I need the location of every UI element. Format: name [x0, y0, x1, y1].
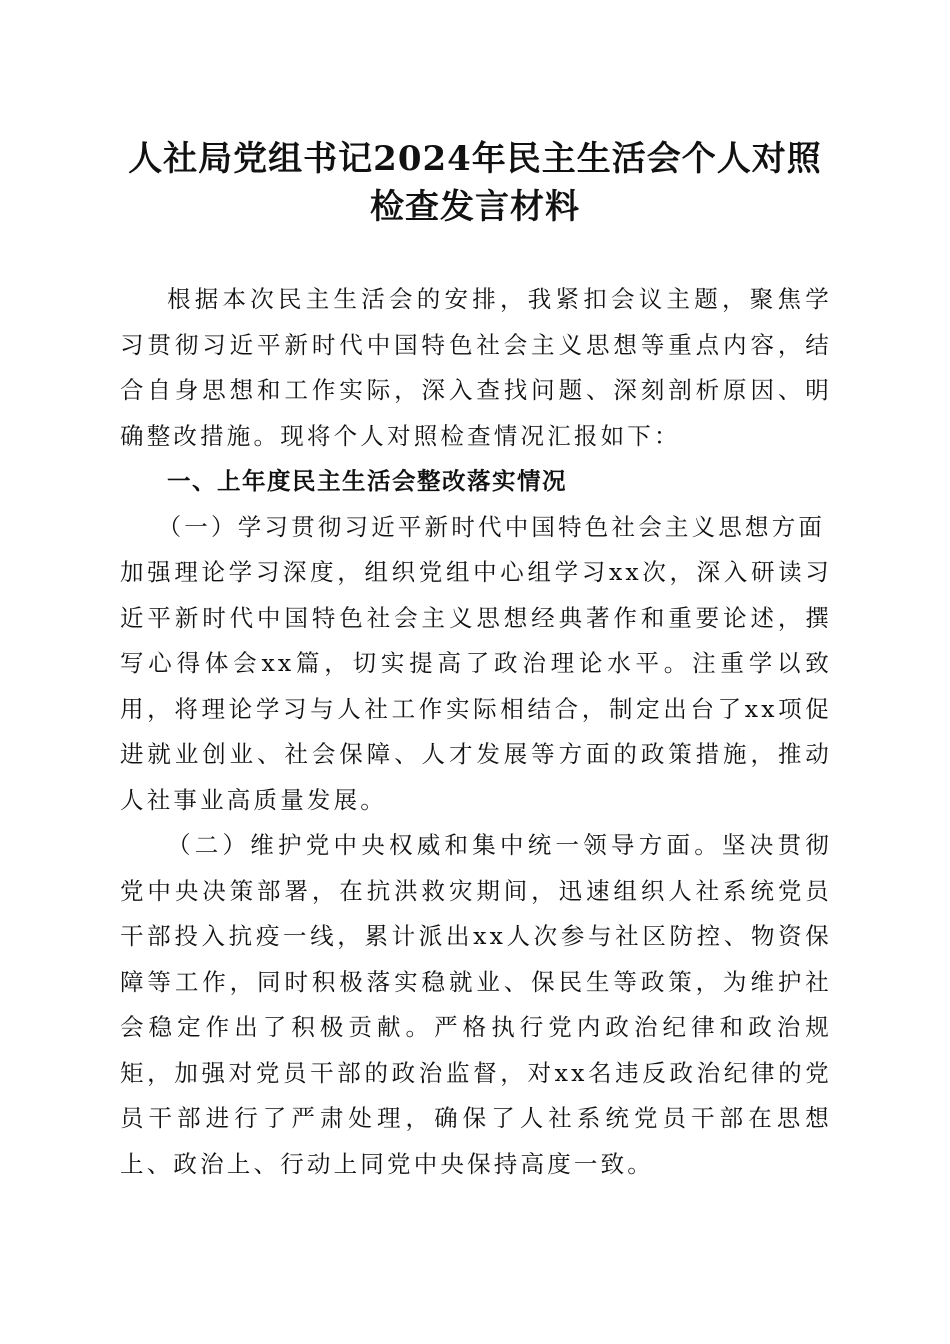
document-title-line-1: 人社局党组书记2024年民主生活会个人对照	[128, 139, 822, 179]
subsection-1-heading: （一）学习贯彻习近平新时代中国特色社会主义思想方面	[157, 512, 826, 541]
intro-paragraph: 根据本次民主生活会的安排，我紧扣会议主题，聚焦学习贯彻习近平新时代中国特色社会主义思想等重点内容，结合自身思想和工作实际，深入查找问题、深刻剖析原因、明确整改措施。现将个人对照检查情况汇报如下：	[120, 285, 832, 450]
section-1-heading: 一、上年度民主生活会整改落实情况	[167, 467, 567, 495]
subsection-2-paragraph: （二）维护党中央权威和集中统一领导方面。坚决贯彻党中央决策部署，在抗洪救灾期间，迅速组织人社系统党员干部投入抗疫一线，累计派出xx人次参与社区防控、物资保障等工作，同时积极落实稳就业、保民生等政策，为维护社会稳定作出了积极贡献。严格执行党内政治纪律和政治规矩，加强对党员干部的政治监督，对xx名违反政治纪律的党员干部进行了严肃处理，确保了人社系统党员干部在思想上、政治上、行动上同党中央保持高度一致。	[120, 831, 832, 1178]
subsection-1-body: 加强理论学习深度，组织党组中心组学习xx次，深入研读习近平新时代中国特色社会主义思想经典著作和重要论述，撰写心得体会xx篇，切实提高了政治理论水平。注重学以致用，将理论学习与人社工作实际相结合，制定出台了xx项促进就业创业、社会保障、人才发展等方面的政策措施，推动人社事业高质量发展。	[120, 558, 832, 814]
document-title-line-2: 检查发言材料	[370, 187, 580, 227]
document-body	[120, 277, 832, 1187]
